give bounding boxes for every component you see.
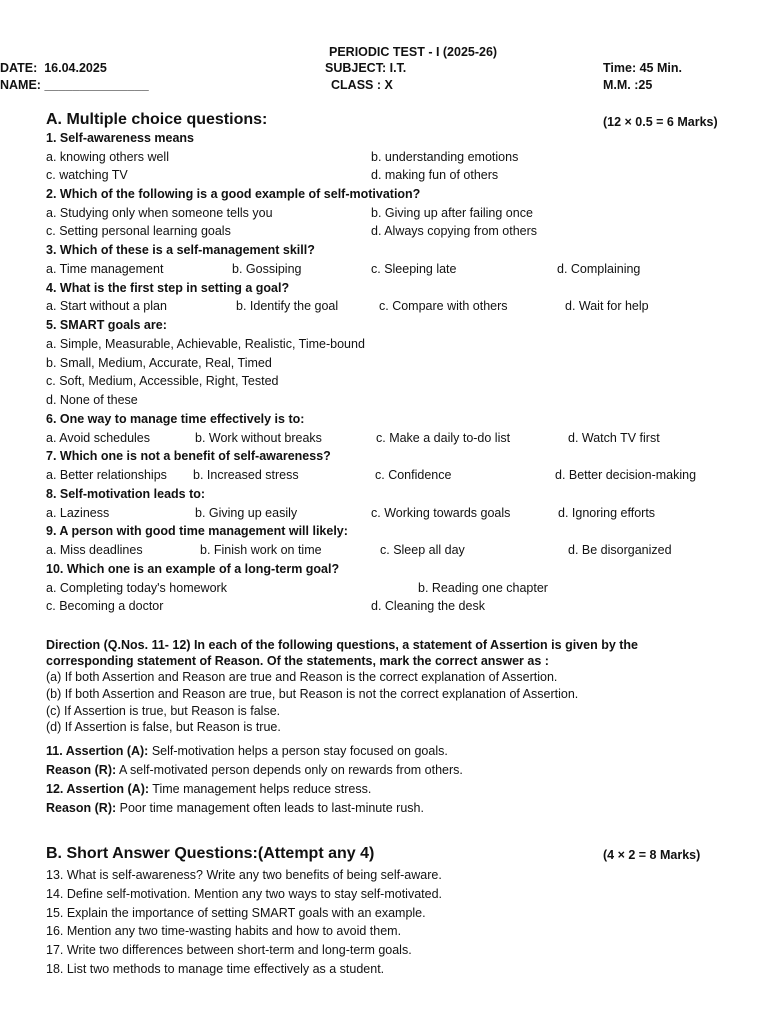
ar-choice-b: (b) If both Assertion and Reason are true, but Reason is not the correct explanation of Assertion. xyxy=(46,687,579,701)
q3-option-a: a. Time management xyxy=(46,262,164,276)
date-value: 16.04.2025 xyxy=(44,61,107,75)
question-14: 14. Define self-motivation. Mention any two ways to stay self-motivated. xyxy=(46,887,443,901)
q3-option-b: b. Gossiping xyxy=(232,262,302,276)
q4-option-c: c. Compare with others xyxy=(379,299,508,313)
question-9: 9. A person with good time management will likely: xyxy=(46,524,348,538)
ar-choice-c: (c) If Assertion is true, but Reason is false. xyxy=(46,704,281,718)
q11-assertion-text: Self-motivation helps a person stay focused on goals. xyxy=(148,744,448,758)
section-b-heading: B. Short Answer Questions:(Attempt any 4) xyxy=(46,845,375,862)
q7-option-b: b. Increased stress xyxy=(193,468,299,482)
question-10: 10. Which one is an example of a long-term goal? xyxy=(46,562,340,576)
question-17: 17. Write two differences between short-term and long-term goals. xyxy=(46,943,412,957)
q5-option-a: a. Simple, Measurable, Achievable, Realistic, Time-bound xyxy=(46,337,365,351)
question-18: 18. List two methods to manage time effectively as a student. xyxy=(46,962,385,976)
ar-choice-a: (a) If both Assertion and Reason are true and Reason is the correct explanation of Assertion. xyxy=(46,670,558,684)
q8-option-d: d. Ignoring efforts xyxy=(558,506,656,520)
q6-option-d: d. Watch TV first xyxy=(568,431,660,445)
date-label: DATE: xyxy=(0,61,38,75)
q3-option-c: c. Sleeping late xyxy=(371,262,457,276)
question-4: 4. What is the first step in setting a goal? xyxy=(46,281,290,295)
question-11-assertion xyxy=(46,743,448,759)
q6-option-b: b. Work without breaks xyxy=(195,431,322,445)
assertion-direction: Direction (Q.Nos. 11- 12) In each of the following questions, a statement of Assertion is given by the corresponding statement of Reason. Of the statements, mark the correct answer as : xyxy=(46,638,638,668)
q12-assertion-text: Time management helps reduce stress. xyxy=(149,782,372,796)
q10-option-c: c. Becoming a doctor xyxy=(46,599,164,613)
q8-option-b: b. Giving up easily xyxy=(195,506,298,520)
question-5: 5. SMART goals are: xyxy=(46,318,167,332)
q11-reason-text: A self-motivated person depends only on rewards from others. xyxy=(116,763,463,777)
q2-option-a: a. Studying only when someone tells you xyxy=(46,206,273,220)
q8-option-c: c. Working towards goals xyxy=(371,506,511,520)
q12-reason-label: Reason (R): xyxy=(46,801,117,815)
q12-assertion-label: 12. Assertion (A): xyxy=(46,782,150,796)
q4-option-b: b. Identify the goal xyxy=(236,299,339,313)
q12-reason-text: Poor time management often leads to last-minute rush. xyxy=(116,801,424,815)
question-15: 15. Explain the importance of setting SMART goals with an example. xyxy=(46,906,426,920)
section-b-marks: (4 × 2 = 8 Marks) xyxy=(603,848,701,862)
q3-option-d: d. Complaining xyxy=(557,262,641,276)
question-12-reason xyxy=(46,800,424,816)
q2-option-d: d. Always copying from others xyxy=(371,224,538,238)
q11-assertion-label: 11. Assertion (A): xyxy=(46,744,149,758)
question-12-assertion xyxy=(46,781,371,797)
question-2: 2. Which of the following is a good example of self-motivation? xyxy=(46,187,421,201)
q4-option-d: d. Wait for help xyxy=(565,299,649,313)
class: CLASS : X xyxy=(331,78,393,92)
q8-option-a: a. Laziness xyxy=(46,506,110,520)
q1-option-c: c. watching TV xyxy=(46,168,128,182)
q4-option-a: a. Start without a plan xyxy=(46,299,167,313)
test-title: PERIODIC TEST - I (2025-26) xyxy=(329,45,498,59)
date-line xyxy=(0,60,107,76)
q7-option-a: a. Better relationships xyxy=(46,468,167,482)
section-a-marks: (12 × 0.5 = 6 Marks) xyxy=(603,115,718,129)
question-13: 13. What is self-awareness? Write any two benefits of being self-aware. xyxy=(46,868,442,882)
name-field: NAME: _______________ xyxy=(0,78,149,92)
q1-option-a: a. knowing others well xyxy=(46,150,169,164)
question-3: 3. Which of these is a self-management skill? xyxy=(46,243,315,257)
time-allowed: Time: 45 Min. xyxy=(603,61,682,75)
question-8: 8. Self-motivation leads to: xyxy=(46,487,206,501)
q9-option-c: c. Sleep all day xyxy=(380,543,465,557)
question-1: 1. Self-awareness means xyxy=(46,131,194,145)
q1-option-b: b. understanding emotions xyxy=(371,150,519,164)
q6-option-a: a. Avoid schedules xyxy=(46,431,151,445)
question-6: 6. One way to manage time effectively is to: xyxy=(46,412,305,426)
q10-option-b: b. Reading one chapter xyxy=(418,581,548,595)
q5-option-b: b. Small, Medium, Accurate, Real, Timed xyxy=(46,356,272,370)
q5-option-d: d. None of these xyxy=(46,393,138,407)
q7-option-d: d. Better decision-making xyxy=(555,468,697,482)
section-a-heading: A. Multiple choice questions: xyxy=(46,111,268,128)
question-11-reason xyxy=(46,762,463,778)
q9-option-b: b. Finish work on time xyxy=(200,543,322,557)
q9-option-a: a. Miss deadlines xyxy=(46,543,143,557)
q2-option-c: c. Setting personal learning goals xyxy=(46,224,231,238)
question-16: 16. Mention any two time-wasting habits and how to avoid them. xyxy=(46,924,402,938)
q6-option-c: c. Make a daily to-do list xyxy=(376,431,511,445)
q11-reason-label: Reason (R): xyxy=(46,763,117,777)
q1-option-d: d. making fun of others xyxy=(371,168,499,182)
q9-option-d: d. Be disorganized xyxy=(568,543,672,557)
q10-option-a: a. Completing today's homework xyxy=(46,581,227,595)
q5-option-c: c. Soft, Medium, Accessible, Right, Tested xyxy=(46,374,279,388)
max-marks: M.M. :25 xyxy=(603,78,653,92)
q2-option-b: b. Giving up after failing once xyxy=(371,206,533,220)
q10-option-d: d. Cleaning the desk xyxy=(371,599,485,613)
q7-option-c: c. Confidence xyxy=(375,468,452,482)
subject: SUBJECT: I.T. xyxy=(325,61,407,75)
question-7: 7. Which one is not a benefit of self-awareness? xyxy=(46,449,331,463)
ar-choice-d: (d) If Assertion is false, but Reason is true. xyxy=(46,720,281,734)
